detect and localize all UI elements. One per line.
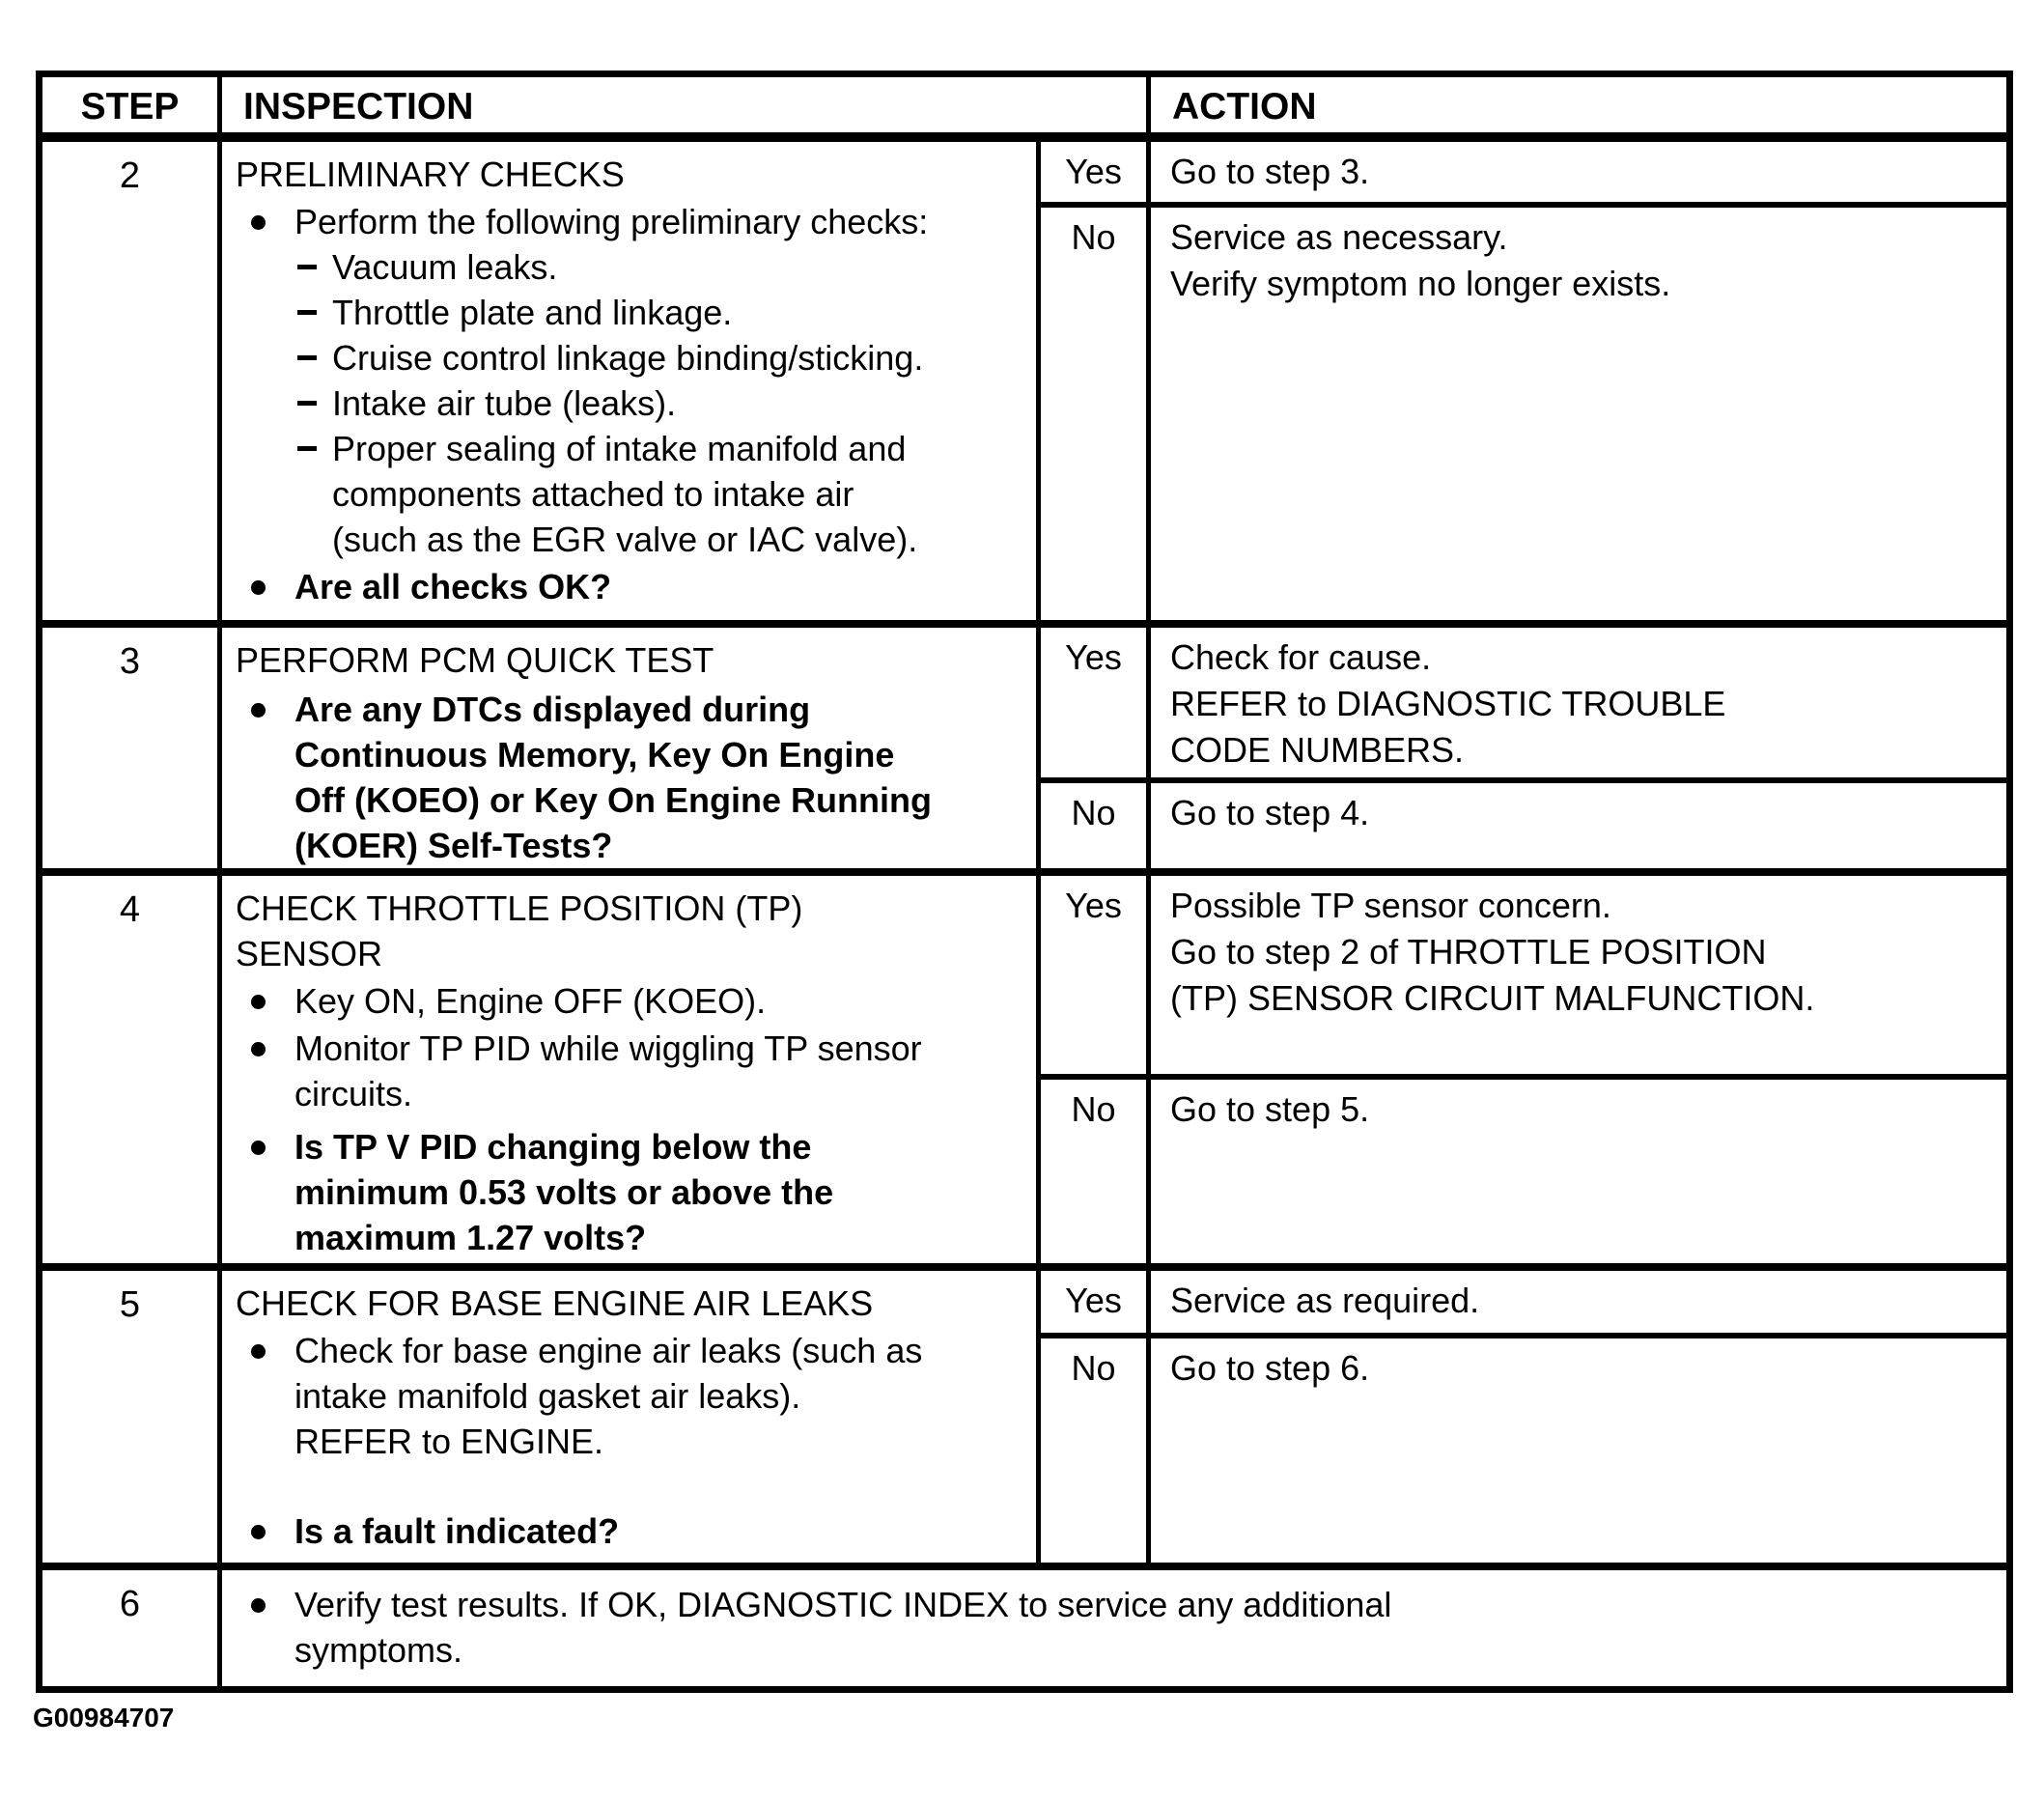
bullet-item: Monitor TP PID while wiggling TP sensor circuits. bbox=[236, 1026, 1028, 1116]
bullet-marker bbox=[251, 1026, 294, 1116]
step-number: 6 bbox=[119, 1584, 141, 1624]
yes-label: Yes bbox=[1065, 886, 1122, 925]
yes-no-action-cell bbox=[1036, 876, 2006, 1263]
no-label: No bbox=[1071, 793, 1116, 832]
no-subrow bbox=[1041, 1333, 2006, 1563]
bullet-marker bbox=[251, 1328, 294, 1464]
bullet-item: Perform the following preliminary checks: bbox=[236, 199, 1028, 244]
yes-no-action-cell bbox=[1036, 142, 2006, 620]
bullet-item: Check for base engine air leaks (such as intake manifold gasket air leaks). REFER to ENGINE. bbox=[236, 1328, 1028, 1464]
header-step: STEP bbox=[80, 86, 180, 127]
inspection-title: PERFORM PCM QUICK TEST bbox=[236, 640, 714, 680]
inspection-cell bbox=[217, 1271, 1036, 1563]
bullet-marker bbox=[251, 687, 294, 868]
yes-no-action-cell bbox=[1036, 1271, 2006, 1563]
bullet-marker bbox=[251, 564, 294, 609]
header-inspection: INSPECTION bbox=[217, 77, 1146, 132]
action-cell: Service as necessary. Verify symptom no longer exists. bbox=[1146, 208, 2006, 620]
yes-subrow bbox=[1041, 628, 2006, 777]
yes-no-action-cell bbox=[1036, 628, 2006, 868]
inspection-title: CHECK FOR BASE ENGINE AIR LEAKS bbox=[236, 1283, 874, 1323]
dash-marker bbox=[297, 426, 332, 562]
question-item: Is TP V PID changing below the minimum 0.53 volts or above the maximum 1.27 volts? bbox=[236, 1124, 1028, 1260]
bullet-marker bbox=[251, 1582, 294, 1673]
table-row-step-3 bbox=[42, 620, 2006, 868]
table-row-step-6 bbox=[42, 1563, 2006, 1686]
no-label: No bbox=[1071, 217, 1116, 257]
no-subrow bbox=[1041, 1074, 2006, 1263]
step-number: 2 bbox=[119, 155, 141, 196]
final-note-cell bbox=[217, 1570, 2006, 1686]
yes-subrow bbox=[1041, 142, 2006, 202]
action-cell: Service as required. bbox=[1146, 1271, 2006, 1333]
inspection-title: PRELIMINARY CHECKS bbox=[236, 155, 625, 194]
yes-label: Yes bbox=[1065, 1281, 1122, 1320]
step-number: 5 bbox=[119, 1284, 141, 1325]
bullet-item: Verify test results. If OK, DIAGNOSTIC INDEX to service any additional symptoms. bbox=[236, 1582, 1997, 1673]
yes-label: Yes bbox=[1065, 637, 1122, 677]
dash-item: Intake air tube (leaks). bbox=[236, 380, 1028, 426]
question-item: Is a fault indicated? bbox=[236, 1508, 1028, 1554]
dash-item: Throttle plate and linkage. bbox=[236, 290, 1028, 335]
dash-item: Proper sealing of intake manifold and components attached to intake air (such as the EGR valve or IAC valve). bbox=[236, 426, 1028, 562]
action-cell: Go to step 6. bbox=[1146, 1338, 2006, 1563]
question-item: Are any DTCs displayed during Continuous Memory, Key On Engine Off (KOEO) or Key On Engine Running (KOER) Self-Tests? bbox=[236, 687, 1028, 868]
action-cell: Go to step 3. bbox=[1146, 142, 2006, 202]
step-number: 4 bbox=[119, 889, 141, 930]
bullet-marker bbox=[251, 978, 294, 1024]
table-row-step-4 bbox=[42, 868, 2006, 1263]
table-row-step-5 bbox=[42, 1263, 2006, 1563]
question-item: Are all checks OK? bbox=[236, 564, 1028, 609]
figure-id: G00984707 bbox=[33, 1703, 175, 1733]
action-cell: Go to step 4. bbox=[1146, 783, 2006, 868]
dash-item: Vacuum leaks. bbox=[236, 244, 1028, 290]
dash-marker bbox=[297, 335, 332, 380]
no-label: No bbox=[1071, 1348, 1116, 1388]
header-action: ACTION bbox=[1146, 77, 2006, 132]
no-subrow bbox=[1041, 777, 2006, 868]
dash-marker bbox=[297, 380, 332, 426]
inspection-cell bbox=[217, 876, 1036, 1263]
table-header-row bbox=[42, 77, 2006, 142]
inspection-title: CHECK THROTTLE POSITION (TP) SENSOR bbox=[236, 888, 803, 973]
no-label: No bbox=[1071, 1089, 1116, 1129]
no-subrow bbox=[1041, 202, 2006, 620]
action-cell: Go to step 5. bbox=[1146, 1080, 2006, 1263]
bullet-marker bbox=[251, 199, 294, 244]
diagnostic-table bbox=[36, 70, 2013, 1693]
bullet-marker bbox=[251, 1508, 294, 1554]
inspection-cell bbox=[217, 628, 1036, 868]
yes-label: Yes bbox=[1065, 152, 1122, 191]
action-cell: Possible TP sensor concern. Go to step 2 of THROTTLE POSITION (TP) SENSOR CIRCUIT MALFUNCTION. bbox=[1146, 876, 2006, 1074]
bullet-marker bbox=[251, 1124, 294, 1260]
table-row-step-2 bbox=[42, 142, 2006, 620]
dash-item: Cruise control linkage binding/sticking. bbox=[236, 335, 1028, 380]
bullet-item: Key ON, Engine OFF (KOEO). bbox=[236, 978, 1028, 1024]
dash-marker bbox=[297, 290, 332, 335]
dash-marker bbox=[297, 244, 332, 290]
step-number: 3 bbox=[119, 641, 141, 682]
yes-subrow bbox=[1041, 876, 2006, 1074]
yes-subrow bbox=[1041, 1271, 2006, 1333]
action-cell: Check for cause. REFER to DIAGNOSTIC TROUBLE CODE NUMBERS. bbox=[1146, 628, 2006, 777]
inspection-cell bbox=[217, 142, 1036, 620]
